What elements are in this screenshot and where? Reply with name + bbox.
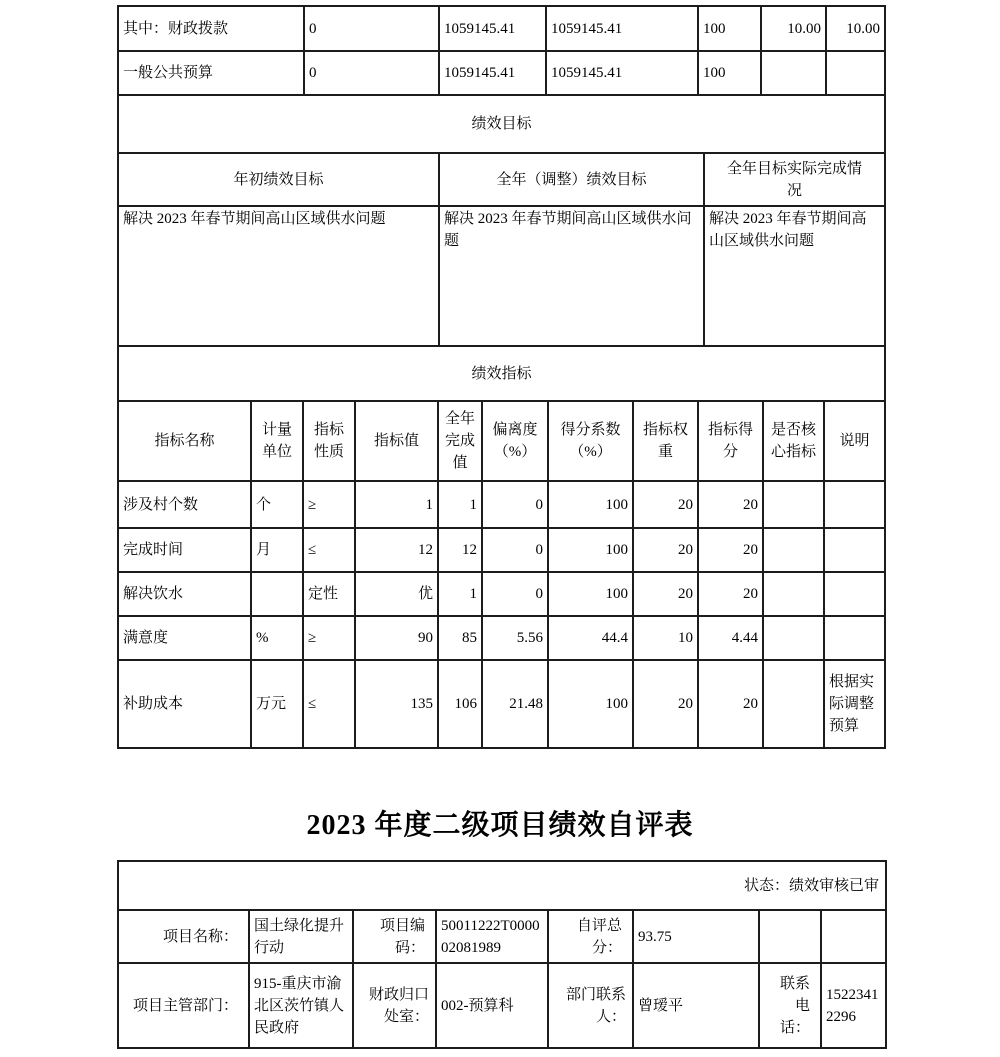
- table-row: [118, 346, 885, 401]
- table-cell: 优: [355, 572, 438, 616]
- table-cell: ≥: [303, 481, 355, 528]
- table-row: [118, 963, 886, 1048]
- dept-label: 项目主管部门：: [118, 963, 249, 1048]
- table-cell: 106: [438, 660, 482, 748]
- table-cell: 10.00: [761, 6, 826, 51]
- table-row: [118, 51, 885, 95]
- indicator-col-header: 偏离度（%）: [482, 401, 548, 481]
- phone-value: 15223412296: [821, 963, 886, 1048]
- indicator-col-header: 全年完成值: [438, 401, 482, 481]
- table-row: [118, 481, 885, 528]
- indicator-name: 解决饮水: [118, 572, 251, 616]
- goal-adjusted-value: 解决 2023 年春节期间高山区域供水问题: [439, 206, 704, 346]
- table-cell: 1: [438, 572, 482, 616]
- indicator-col-header: 得分系数（%）: [548, 401, 633, 481]
- table-cell: ≥: [303, 616, 355, 660]
- table-cell: 12: [355, 528, 438, 572]
- page-title: 2023 年度二级项目绩效自评表: [306, 810, 694, 841]
- project-name-label: 项目名称：: [118, 910, 249, 963]
- table-row: [118, 95, 885, 153]
- table-row: [118, 616, 885, 660]
- table-cell: [824, 481, 885, 528]
- table-cell: 个: [251, 481, 303, 528]
- table-cell: [759, 910, 821, 963]
- indicator-col-header: 指标名称: [118, 401, 251, 481]
- table-cell: 135: [355, 660, 438, 748]
- indicator-table: [117, 345, 886, 749]
- table-cell: [763, 572, 824, 616]
- table-cell: 0: [482, 528, 548, 572]
- table-cell: 20: [633, 572, 698, 616]
- indicator-col-header: 指标得分: [698, 401, 763, 481]
- table-cell: 21.48: [482, 660, 548, 748]
- table-cell: [824, 572, 885, 616]
- dept-value: 915-重庆市渝北区茨竹镇人民政府: [249, 963, 353, 1048]
- table-row: [118, 401, 885, 481]
- table-cell: 100: [548, 572, 633, 616]
- goal-initial-value: 解决 2023 年春节期间高山区域供水问题: [118, 206, 439, 346]
- table-cell: 100: [548, 481, 633, 528]
- goal-table: [117, 94, 886, 347]
- table-cell: 12: [438, 528, 482, 572]
- table-cell: 10.00: [826, 6, 885, 51]
- table-row: [118, 528, 885, 572]
- table-cell: 100: [698, 6, 761, 51]
- table-cell: ≤: [303, 528, 355, 572]
- goal-actual-value: 解决 2023 年春节期间高山区域供水问题: [704, 206, 885, 346]
- table-cell: %: [251, 616, 303, 660]
- table-cell: 100: [698, 51, 761, 95]
- table-row: [118, 572, 885, 616]
- indicator-section-title: 绩效指标: [118, 346, 885, 401]
- indicator-name: 满意度: [118, 616, 251, 660]
- indicator-name: 完成时间: [118, 528, 251, 572]
- table-row: [118, 660, 885, 748]
- contact-label: 部门联系人：: [548, 963, 633, 1048]
- table-cell: 85: [438, 616, 482, 660]
- project-code-label: 项目编码：: [353, 910, 436, 963]
- table-cell: [826, 51, 885, 95]
- table-row: [118, 910, 886, 963]
- goal-header-initial: 年初绩效目标: [118, 153, 439, 206]
- table-row: [118, 153, 885, 206]
- indicator-col-header: 计量单位: [251, 401, 303, 481]
- table-cell: 0: [482, 572, 548, 616]
- table-cell: 1059145.41: [439, 51, 546, 95]
- table-cell: [763, 660, 824, 748]
- self-eval-table: [117, 860, 887, 1049]
- goal-section-title: 绩效目标: [118, 95, 885, 153]
- table-cell: [824, 528, 885, 572]
- indicator-col-header: 是否核心指标: [763, 401, 824, 481]
- indicator-note: 根据实际调整预算: [824, 660, 885, 748]
- table-cell: 5.56: [482, 616, 548, 660]
- indicator-name: 补助成本: [118, 660, 251, 748]
- table-cell: 20: [698, 481, 763, 528]
- table-cell: 1059145.41: [546, 6, 698, 51]
- funding-label: 一般公共预算: [118, 51, 304, 95]
- table-cell: 20: [633, 660, 698, 748]
- indicator-col-header: 指标性质: [303, 401, 355, 481]
- contact-value: 曾瑷平: [633, 963, 759, 1048]
- table-cell: 20: [698, 572, 763, 616]
- goal-header-adjusted: 全年（调整）绩效目标: [439, 153, 704, 206]
- table-cell: [824, 616, 885, 660]
- indicator-name: 涉及村个数: [118, 481, 251, 528]
- indicator-col-header: 指标值: [355, 401, 438, 481]
- phone-label: 联系电话：: [759, 963, 821, 1048]
- table-cell: 20: [698, 660, 763, 748]
- table-row: [118, 6, 885, 51]
- table-cell: ≤: [303, 660, 355, 748]
- funding-table: [117, 5, 886, 96]
- funding-label: 其中：财政拨款: [118, 6, 304, 51]
- table-cell: 44.4: [548, 616, 633, 660]
- table-cell: 月: [251, 528, 303, 572]
- table-row: [118, 206, 885, 346]
- table-row: [118, 861, 886, 910]
- table-cell: 0: [304, 51, 439, 95]
- table-cell: 0: [482, 481, 548, 528]
- status-text: 状态：绩效审核已审: [118, 861, 886, 910]
- table-cell: [761, 51, 826, 95]
- table-cell: 1059145.41: [439, 6, 546, 51]
- table-cell: 0: [304, 6, 439, 51]
- table-cell: 定性: [303, 572, 355, 616]
- office-value: 002-预算科: [436, 963, 548, 1048]
- table-cell: 1: [438, 481, 482, 528]
- table-cell: 10: [633, 616, 698, 660]
- project-code-value: 50011222T000002081989: [436, 910, 548, 963]
- table-cell: [763, 528, 824, 572]
- table-cell: [763, 481, 824, 528]
- goal-header-actual: 全年目标实际完成情况: [704, 153, 885, 206]
- self-score-label: 自评总分：: [548, 910, 633, 963]
- table-cell: 万元: [251, 660, 303, 748]
- table-cell: 90: [355, 616, 438, 660]
- table-cell: [821, 910, 886, 963]
- table-cell: 20: [633, 481, 698, 528]
- self-score-value: 93.75: [633, 910, 759, 963]
- table-cell: 1059145.41: [546, 51, 698, 95]
- table-cell: 100: [548, 660, 633, 748]
- table-cell: 20: [698, 528, 763, 572]
- table-cell: [763, 616, 824, 660]
- indicator-col-header: 指标权重: [633, 401, 698, 481]
- table-cell: 100: [548, 528, 633, 572]
- table-cell: 4.44: [698, 616, 763, 660]
- office-label: 财政归口处室：: [353, 963, 436, 1048]
- table-cell: [251, 572, 303, 616]
- indicator-col-header: 说明: [824, 401, 885, 481]
- table-cell: 1: [355, 481, 438, 528]
- table-cell: 20: [633, 528, 698, 572]
- project-name-value: 国土绿化提升行动: [249, 910, 353, 963]
